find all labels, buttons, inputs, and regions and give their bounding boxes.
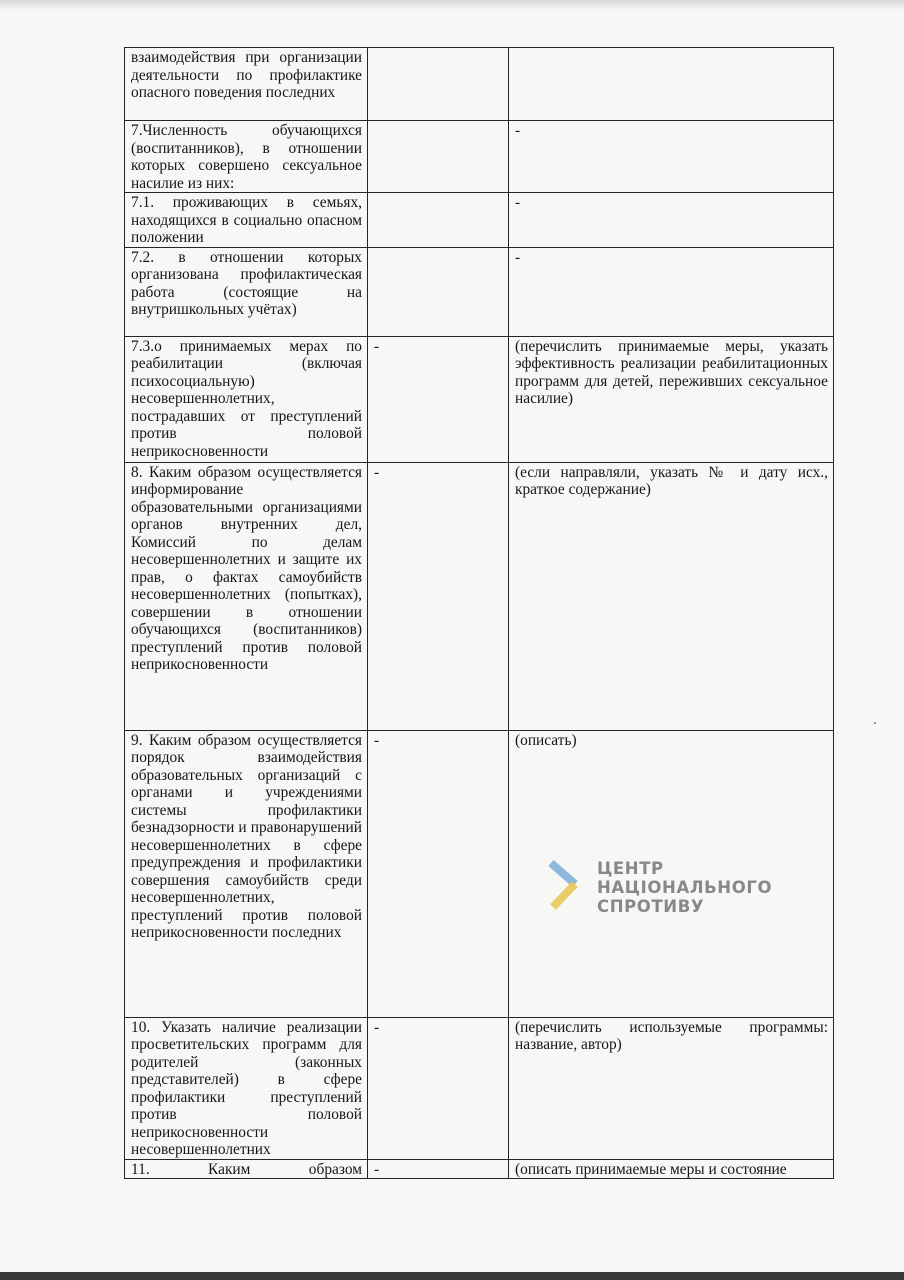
question-cell: 9. Каким образом осуществляется порядок взаимодействия образовательных организаций с органами и учреждениями системы профилактики безнадзорности и правонарушений несовершеннолетних в сфере предупреждения и профилактики совершения самоубийств среди несовершеннолетних, преступлений против половой неприкосновенности последних — [125, 730, 368, 1017]
table-row — [125, 247, 834, 336]
scan-edge-bottom — [0, 1272, 904, 1280]
watermark — [545, 858, 785, 918]
comment-cell: (описать принимаемые меры и состояние — [509, 1159, 834, 1179]
watermark-text — [597, 859, 772, 916]
logo-blue-stroke — [551, 863, 575, 884]
question-cell: 7.2. в отношении которых организована профилактическая работа (состоящие на внутришкольных учётах) — [125, 247, 368, 336]
comment-cell: - — [509, 193, 834, 248]
question-cell: 7.3.о принимаемых мерах по реабилитации (включая психосоциальную) несовершеннолетних, пострадавших от преступлений против половой неприкосновенности — [125, 336, 368, 462]
answer-cell — [368, 121, 509, 193]
table-row — [125, 1017, 834, 1159]
scan-shadow-top — [0, 0, 904, 10]
question-cell: 11. Каким образом — [125, 1159, 368, 1179]
question-cell: взаимодействия при организации деятельности по профилактике опасного поведения последних — [125, 48, 368, 121]
comment-cell: (если направляли, указать № и дату исх., краткое содержание) — [509, 462, 834, 730]
answer-cell — [368, 48, 509, 121]
question-cell: 7.1. проживающих в семьях, находящихся в социально опасном положении — [125, 193, 368, 248]
answer-cell: - — [368, 462, 509, 730]
comment-cell: (перечислить используемые программы: название, автор) — [509, 1017, 834, 1159]
comment-cell: - — [509, 247, 834, 336]
watermark-line-1: ЦЕНТР — [597, 859, 664, 878]
table-row — [125, 121, 834, 193]
comment-cell: (описать) — [509, 730, 834, 1017]
table-row — [125, 48, 834, 121]
table-row — [125, 462, 834, 730]
answer-cell — [368, 247, 509, 336]
question-cell: 8. Каким образом осуществляется информирование образовательными организациями органов внутренних дел, Комиссий по делам несовершеннолетних и защите их прав, о фактах самоубийств несовершеннолетних (попытках), совершении в отношении обучающихся (воспитанников) преступлений против половой неприкосновенности — [125, 462, 368, 730]
watermark-line-3: СПРОТИВУ — [597, 897, 705, 916]
comment-cell: - — [509, 121, 834, 193]
table-row — [125, 193, 834, 248]
chevron-logo-icon — [545, 858, 585, 912]
answer-cell: - — [368, 1017, 509, 1159]
scan-speck — [874, 722, 876, 724]
table-row — [125, 1159, 834, 1179]
question-cell: 10. Указать наличие реализации просветительских программ для родителей (законных представителей) в сфере профилактики преступлений против половой неприкосновенности несовершеннолетних — [125, 1017, 368, 1159]
comment-cell — [509, 48, 834, 121]
watermark-line-2: НАЦІОНАЛЬНОГО — [597, 878, 773, 897]
answer-cell: - — [368, 730, 509, 1017]
answer-cell: - — [368, 1159, 509, 1179]
comment-cell: (перечислить принимаемые меры, указать эффективность реализации реабилитационных программ для детей, переживших сексуальное насилие) — [509, 336, 834, 462]
table-row — [125, 336, 834, 462]
answer-cell: - — [368, 336, 509, 462]
question-cell: 7.Численность обучающихся (воспитанников), в отношении которых совершено сексуальное насилие из них: — [125, 121, 368, 193]
questionnaire-table — [124, 47, 834, 1179]
logo-yellow-stroke — [553, 884, 575, 907]
answer-cell — [368, 193, 509, 248]
